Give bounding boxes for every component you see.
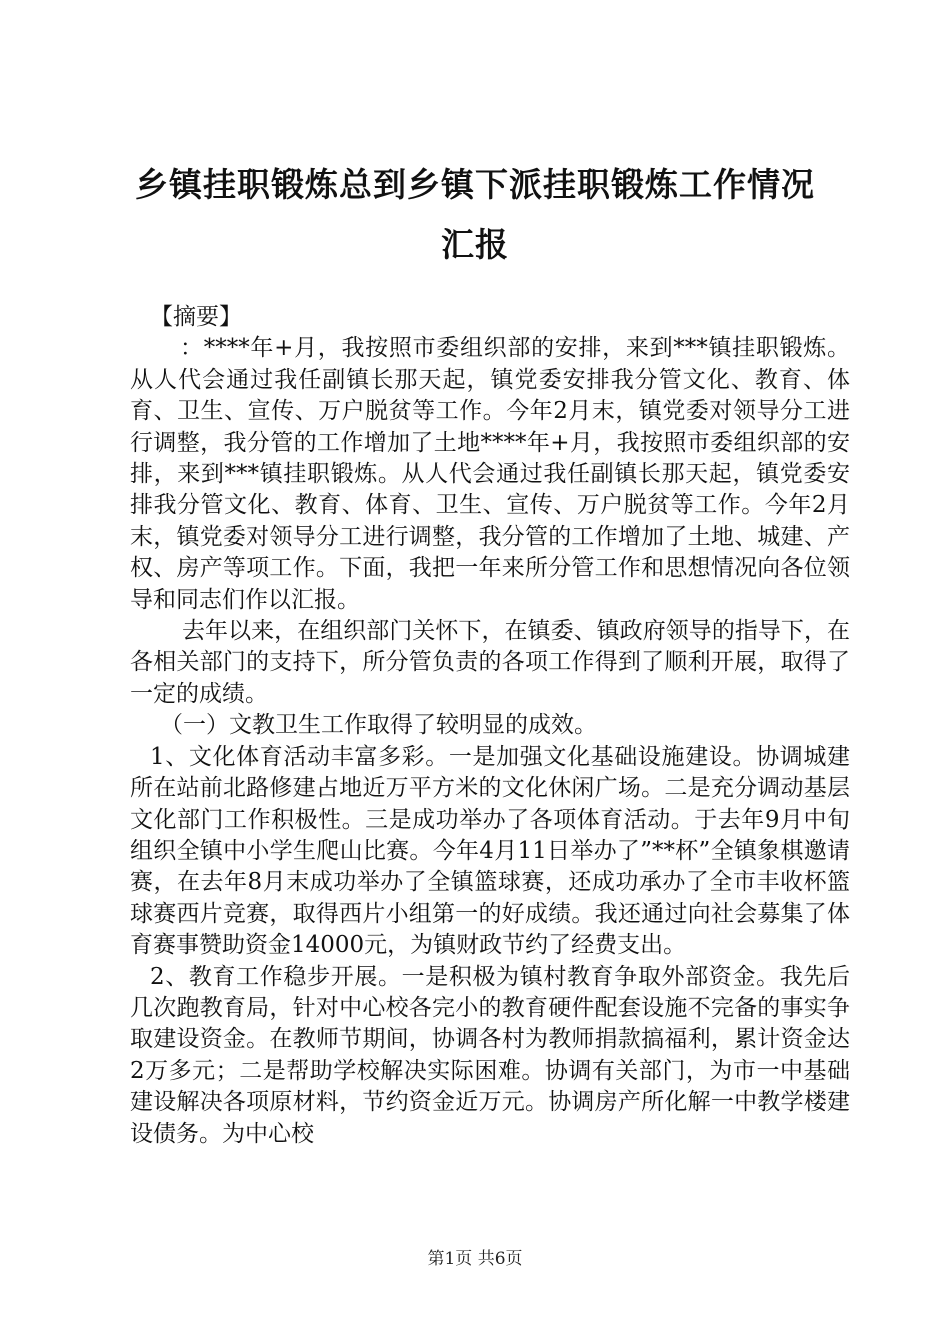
document-title-line1: 乡镇挂职锻炼总到乡镇下派挂职锻炼工作情况 [135,165,815,204]
abstract-label: 【摘要】 [150,304,242,330]
paragraph-education: 2、教育工作稳步开展。一是积极为镇村教育争取外部资金。我先后几次跑教育局，针对中心校各完小的教育硬件配套设施不完备的事实争取建设资金。在教师节期间，协调各村为教师捐款搞福利，累计资金达2万多元；二是帮助学校解决实际困难。协调有关部门，为市一中基础建设解决各项原材料，节约资金近万元。协调房产所化解一中教学楼建设债务。为中心校 [130,963,850,1147]
section-heading: （一）文教卫生工作取得了较明显的成效。 [160,712,597,739]
paragraph-culture-sports: 1、文化体育活动丰富多彩。一是加强文化基础设施建设。协调城建所在站前北路修建占地近万平方米的文化休闲广场。二是充分调动基层文化部门工作积极性。三是成功举办了各项体育活动。于去年9月中旬组织全镇中小学生爬山比赛。今年4月11日举办了”**杯”全镇象棋邀请赛，在去年8月末成功举办了全镇篮球赛，还成功承办了全市丰收杯篮球赛西片竞赛，取得西片小组第一的好成绩。我还通过向社会募集了体育赛事赞助资金14000元，为镇财政节约了经费支出。 [130,743,850,959]
paragraph-abstract: ：****年+月，我按照市委组织部的安排，来到***镇挂职锻炼。从人代会通过我任副镇长那天起，镇党委安排我分管文化、教育、体育、卫生、宣传、万户脱贫等工作。今年2月末，镇党委对领导分工进行调整，我分管的工作增加了土地****年+月，我按照市委组织部的安排，来到***镇挂职锻炼。从人代会通过我任副镇长那天起，镇党委安排我分管文化、教育、体育、卫生、宣传、万户脱贫等工作。今年2月末，镇党委对领导分工进行调整，我分管的工作增加了土地、城建、产权、房产等项工作。下面，我把一年来所分管工作和思想情况向各位领导和同志们作以汇报。 [130,335,850,613]
paragraph-intro: 去年以来，在组织部门关怀下，在镇委、镇政府领导的指导下，在各相关部门的支持下，所分管负责的各项工作得到了顺利开展，取得了一定的成绩。 [130,618,850,707]
document-title-line2: 汇报 [441,225,509,264]
document-body [130,302,850,1150]
page-footer: 第1页 共6页 [427,1249,523,1269]
